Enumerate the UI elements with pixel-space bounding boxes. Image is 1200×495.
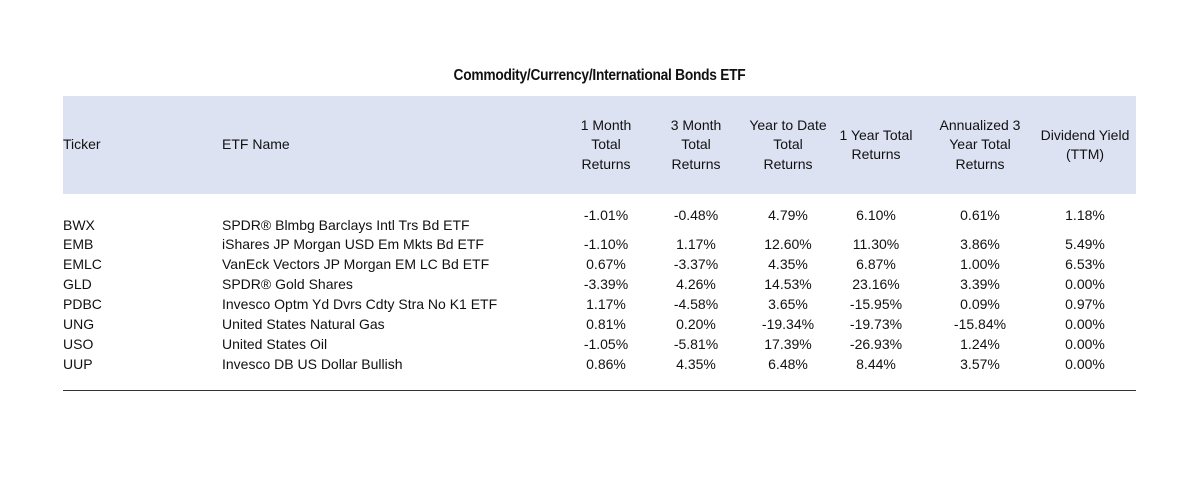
cell-1-month-return: -1.05% xyxy=(583,336,629,352)
header-ytd-total-returns: Year to Date Total Returns xyxy=(749,116,827,172)
cell-1-month-return: 0.67% xyxy=(586,256,626,272)
cell-ticker: BWX xyxy=(63,217,95,233)
cell-ticker: GLD xyxy=(63,276,92,292)
cell-etf-name: SPDR® Gold Shares xyxy=(222,276,353,292)
cell-3-year-return: 3.86% xyxy=(960,236,1000,252)
cell-etf-name: iShares JP Morgan USD Em Mkts Bd ETF xyxy=(222,236,484,252)
header-3-month-total-returns: 3 Month Total Returns xyxy=(670,116,722,172)
cell-dividend-yield: 0.00% xyxy=(1065,316,1105,332)
cell-ticker: USO xyxy=(63,336,94,352)
cell-1-year-return: 8.44% xyxy=(856,356,896,372)
header-annualized-3-year-total-returns: Annualized 3 Year Total Returns xyxy=(939,116,1021,172)
cell-etf-name: VanEck Vectors JP Morgan EM LC Bd ETF xyxy=(222,256,490,272)
table-row xyxy=(63,274,1136,294)
cell-ytd-return: 6.48% xyxy=(768,356,808,372)
table-title: Commodity/Currency/International Bonds ETF xyxy=(453,67,746,84)
etf-returns-table xyxy=(63,96,1136,391)
cell-ytd-return: -19.34% xyxy=(761,316,815,332)
cell-1-month-return: -1.01% xyxy=(583,207,629,223)
cell-etf-name: Invesco Optm Yd Dvrs Cdty Stra No K1 ETF xyxy=(222,296,498,312)
cell-etf-name: SPDR® Blmbg Barclays Intl Trs Bd ETF xyxy=(222,217,470,233)
header-dividend-yield: Dividend Yield (TTM) xyxy=(1040,126,1130,162)
cell-3-month-return: -5.81% xyxy=(673,336,719,352)
cell-ticker: UUP xyxy=(63,356,93,372)
cell-ytd-return: 12.60% xyxy=(764,236,812,252)
cell-1-year-return: 23.16% xyxy=(852,276,900,292)
table-row xyxy=(63,254,1136,274)
cell-3-year-return: 1.00% xyxy=(960,256,1000,272)
cell-ytd-return: 3.65% xyxy=(768,296,808,312)
table-row xyxy=(63,207,1136,235)
cell-1-month-return: -3.39% xyxy=(583,276,629,292)
table-row xyxy=(63,354,1136,374)
cell-1-month-return: 0.81% xyxy=(586,316,626,332)
cell-ytd-return: 4.35% xyxy=(768,256,808,272)
cell-ticker: EMLC xyxy=(63,256,102,272)
cell-dividend-yield: 6.53% xyxy=(1065,256,1105,272)
cell-1-month-return: -1.10% xyxy=(583,236,629,252)
table-header xyxy=(63,96,1136,194)
table-row xyxy=(63,234,1136,254)
cell-3-year-return: -15.84% xyxy=(953,316,1007,332)
cell-3-year-return: 3.57% xyxy=(960,356,1000,372)
cell-3-year-return: 0.09% xyxy=(960,296,1000,312)
table-row xyxy=(63,314,1136,334)
cell-dividend-yield: 1.18% xyxy=(1065,207,1105,223)
cell-dividend-yield: 5.49% xyxy=(1065,236,1105,252)
cell-1-year-return: -15.95% xyxy=(849,296,903,312)
cell-ticker: UNG xyxy=(63,316,95,332)
cell-3-month-return: -3.37% xyxy=(673,256,719,272)
header-1-month-total-returns: 1 Month Total Returns xyxy=(580,116,632,172)
cell-1-year-return: 11.30% xyxy=(852,236,900,252)
cell-1-month-return: 0.86% xyxy=(586,356,626,372)
cell-etf-name: Invesco DB US Dollar Bullish xyxy=(222,356,403,372)
cell-1-year-return: 6.10% xyxy=(856,207,896,223)
cell-dividend-yield: 0.00% xyxy=(1065,356,1105,372)
cell-1-year-return: -26.93% xyxy=(849,336,903,352)
cell-etf-name: United States Natural Gas xyxy=(222,316,385,332)
cell-3-month-return: 0.20% xyxy=(676,316,716,332)
cell-ytd-return: 4.79% xyxy=(768,207,808,223)
cell-dividend-yield: 0.97% xyxy=(1065,296,1105,312)
cell-3-month-return: 4.26% xyxy=(676,276,716,292)
cell-ticker: PDBC xyxy=(63,296,102,312)
cell-3-year-return: 1.24% xyxy=(960,336,1000,352)
cell-3-month-return: -0.48% xyxy=(673,207,719,223)
cell-3-year-return: 3.39% xyxy=(960,276,1000,292)
cell-dividend-yield: 0.00% xyxy=(1065,276,1105,292)
cell-ytd-return: 14.53% xyxy=(764,276,812,292)
table-row xyxy=(63,294,1136,314)
header-ticker: Ticker xyxy=(63,136,101,153)
cell-3-month-return: 4.35% xyxy=(676,356,716,372)
cell-1-month-return: 1.17% xyxy=(586,296,626,312)
cell-3-month-return: 1.17% xyxy=(676,236,716,252)
cell-1-year-return: -19.73% xyxy=(849,316,903,332)
cell-ytd-return: 17.39% xyxy=(764,336,812,352)
cell-3-year-return: 0.61% xyxy=(960,207,1000,223)
table-row xyxy=(63,334,1136,354)
cell-3-month-return: -4.58% xyxy=(673,296,719,312)
header-1-year-total-returns: 1 Year Total Returns xyxy=(839,126,913,162)
cell-ticker: EMB xyxy=(63,236,94,252)
cell-1-year-return: 6.87% xyxy=(856,256,896,272)
cell-etf-name: United States Oil xyxy=(222,336,328,352)
header-etf-name: ETF Name xyxy=(222,136,290,153)
cell-dividend-yield: 0.00% xyxy=(1065,336,1105,352)
